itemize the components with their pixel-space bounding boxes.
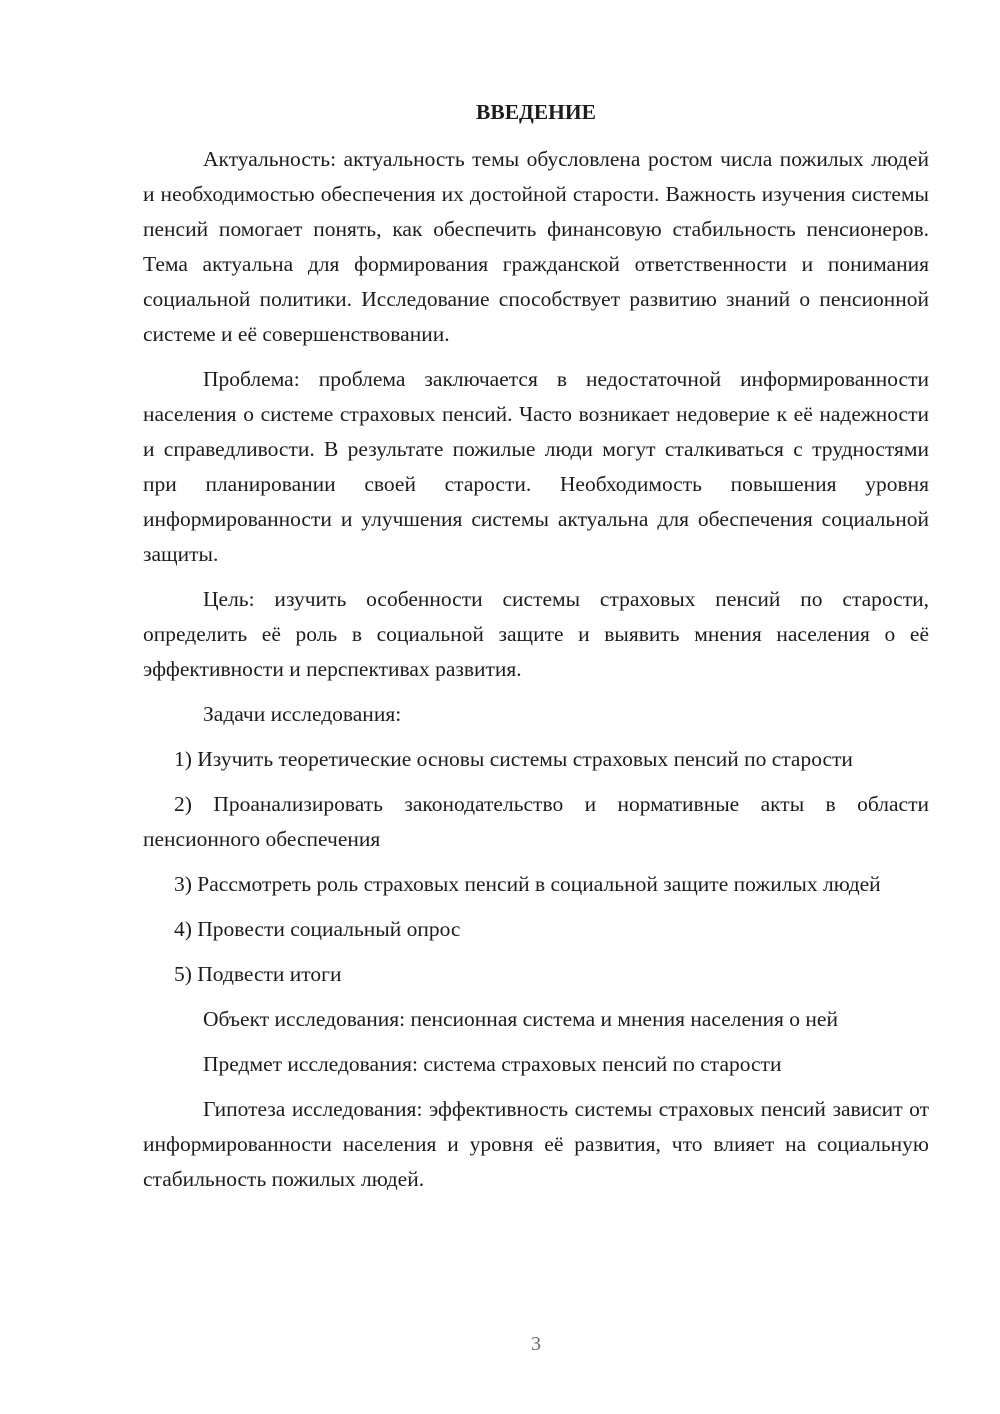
problem-paragraph: Проблема: проблема заключается в недостаточной информированности населения о системе страховых пенсий. Часто возникает недоверие к её надежности и справедливости. В результате пожилые люди могут сталкиваться с трудностями при планировании своей старости. Необходимость повышения уровня информированности и улучшения системы актуальна для обеспечения социальной защиты. xyxy=(143,367,929,566)
page-number: 3 xyxy=(531,1333,541,1355)
research-object: Объект исследования: пенсионная система и мнения населения о ней xyxy=(203,1007,838,1031)
task-item: 2) Проанализировать законодательство и нормативные акты в области пенсионного обеспечения xyxy=(143,792,929,851)
goal-paragraph: Цель: изучить особенности системы страховых пенсий по старости, определить её роль в социальной защите и выявить мнения населения о её эффективности и перспективах развития. xyxy=(143,587,929,681)
tasks-title: Задачи исследования: xyxy=(203,702,402,726)
relevance-paragraph: Актуальность: актуальность темы обусловлена ростом числа пожилых людей и необходимостью обеспечения их достойной старости. Важность изучения системы пенсий помогает понять, как обеспечить финансовую стабильность пенсионеров. Тема актуальна для формирования гражданской ответственности и понимания социальной политики. Исследование способствует развитию знаний о пенсионной системе и её совершенствовании. xyxy=(143,147,929,346)
task-item: 4) Провести социальный опрос xyxy=(174,917,461,941)
task-item: 1) Изучить теоретические основы системы страховых пенсий по старости xyxy=(174,747,853,771)
task-item: 5) Подвести итоги xyxy=(174,962,342,986)
task-item: 3) Рассмотреть роль страховых пенсий в социальной защите пожилых людей xyxy=(174,872,881,896)
document-body xyxy=(143,95,929,1207)
section-heading: ВВЕДЕНИЕ xyxy=(476,100,596,124)
research-subject: Предмет исследования: система страховых пенсий по старости xyxy=(203,1052,782,1076)
hypothesis-paragraph: Гипотеза исследования: эффективность системы страховых пенсий зависит от информированности населения и уровня её развития, что влияет на социальную стабильность пожилых людей. xyxy=(143,1097,929,1191)
